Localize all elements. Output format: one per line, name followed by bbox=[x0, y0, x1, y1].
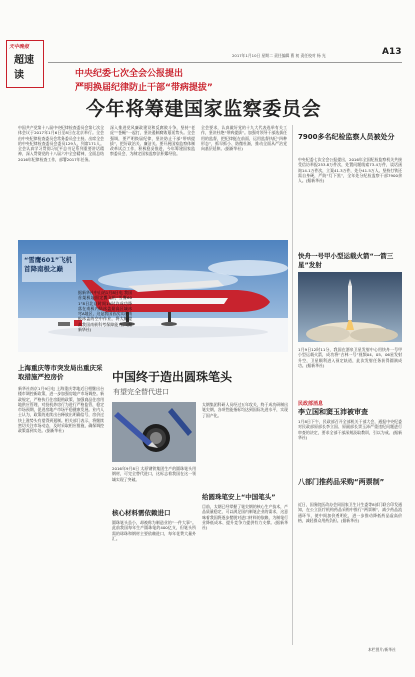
photo-body: 据新华社中山站1月8日电 我国首架极地固定翼飞机“雪鹰601”8日北京时间19时许成功降落在南极内陆冰盖最高区域冰穹A地区，这是我国首次实现南极冰盖的空中作业，将大幅提高我国南极科考保障能力。(据新华社) bbox=[78, 290, 132, 333]
pen-sub1: 核心材料需依赖进口 bbox=[112, 509, 171, 517]
lead-subtitle: 严明换届纪律防止干部“带病提拔” bbox=[75, 83, 213, 93]
story3-headline: 李立国和窦玉沛被审查 bbox=[298, 408, 368, 416]
story2-body: 1月9日12时11分，我国在酒泉卫星发射中心用快舟一号甲小型运载火箭，成功将“吉林一号”视频04、05、06星发射升空，卫星顺利进入预定轨道，此次发射任务获得圆满成功。(据新华社) bbox=[298, 347, 402, 368]
rocket-icon bbox=[348, 279, 352, 320]
masthead-logo bbox=[6, 40, 44, 88]
story1-headline: 7900多名纪检监察人员被处分 bbox=[298, 133, 395, 141]
photo-headline-box bbox=[22, 254, 76, 282]
lead-headline: 今年将筹建国家监察委员会 bbox=[86, 98, 322, 120]
page-code: A13 bbox=[382, 47, 402, 57]
lead-kicker: 中央纪委七次全会公报提出 bbox=[75, 69, 184, 79]
pen-photo bbox=[112, 402, 196, 462]
photo-headline: “雪鹰601”飞机首降南极之巅 bbox=[24, 256, 73, 273]
pen-subtitle: 有望完全替代进口 bbox=[113, 388, 169, 396]
pen-caption: 2016年9月8日 太原钢铁集团生产的圆珠笔头用钢材，可完全替代进口，这标志着我国在这一领域实现了突破。 bbox=[112, 466, 196, 482]
date-line: 2017年1月10日 星期二 责任编辑 曹 初 责任校对 杨 光 bbox=[232, 53, 326, 58]
paper-name: 天中晚报 bbox=[9, 44, 30, 50]
story3-tag: 民政部消息 bbox=[298, 401, 324, 407]
story4-body: 近日，国务院医改办会同国家卫生计生委等8部门联合印发通知，在公立医疗机构药品采购中推行“两票制”，减少药品流通环节，使中间加价透明化，进一步推动降低药品虚高价格，减轻群众用药负担。(据新华社) bbox=[298, 502, 402, 523]
story2-headline: 快舟一号甲小型运载火箭“一箭三星”发射 bbox=[298, 252, 394, 269]
pen-headline: 中国终于造出圆珠笔头 bbox=[112, 370, 233, 384]
photo-credit: 本栏图片/新华社 bbox=[368, 647, 396, 652]
section-label: 超速读 bbox=[14, 55, 34, 81]
story4-headline: 八部门推药品采购“两票制” bbox=[298, 478, 385, 486]
header-rule bbox=[48, 62, 402, 63]
lead-body-col2: 深入推进党风廉政建设和反腐败斗争，坚持“老虎”“苍蝇”一起打，坚决遏制腐败蔓延势头。全会强调，要严明换届纪律，坚决防止干部“带病提拔”，把好政治关、廉洁关。要开展国家监察体制改革试点工作，积极稳妥推进，今年筹建国家监察委员会，为制定国家监察法积累经验。 bbox=[110, 125, 195, 157]
lead-body-col3: 全会要求，认真做好党的十九大代表选举有关工作，坚决杜绝“带病提拔”。加强对领导干部选拔任用的监督，把纪律挺在前面，运用监督执纪“四种形态”，抓早抓小、防微杜渐，推动全面从严治党向基层延伸。(据新华社) bbox=[201, 125, 287, 152]
pen-sub2: 给圆珠笔安上“中国笔头” bbox=[202, 493, 276, 501]
pen-body1: 圆珠笔头虽小，却被称为制造业的“一件大事”。此前我国每年生产圆珠笔约400亿支，但笔头所需的球珠和钢材主要依赖进口，每年花费大量外汇。 bbox=[112, 520, 196, 541]
story1-body: 中央纪委七次全会公报提出，2016年全国纪检监察机关共接受信访举报253.8万件次，处置问题线索73.4万件，谈话函询14.1万件次，立案41.3万件，处分41.5万人。坚持打铁还需自身硬，严防“灯下黑”，全年处分纪检监察干部7900余人。(据新华社) bbox=[298, 157, 402, 184]
rocket-launch-photo bbox=[298, 272, 402, 342]
right-col-divider bbox=[292, 125, 293, 645]
lead-body-col1: 中国共产党第十八届中央纪律检查委员会第七次全体会议于2017年1月6日至8日在北京举行。全会由中央纪律检查委员会常务委员会主持。出席全会的中央纪律检查委员会委员129人，列席171人。全会认真学习贯彻习近平总书记系列重要讲话精神，深入贯彻党的十八届六中全会精神，全面总结2016年纪律检查工作，部署2017年任务。 bbox=[18, 125, 104, 162]
left-col-body: 新华社南京1月9日电 上海重庆等地近日相继出台楼市调控新政策，进一步加强房地产市场调控。新政规定，严格执行住房限购政策，加强商品住房用地供应管理，对投机炒房行为进行严格监管，稳定市场预期，促进房地产市场平稳健康发展。业内人士认为，政策的连续出台释放出明确信号，房价过快上涨势头有望得到遏制。相关部门表示，将继续密切关注市场动态，及时采取相应措施，确保调控政策落到实处。(据新华社) bbox=[18, 386, 104, 434]
story3-body: 1月8日下午，民政部召开全部机关干部大会，通报中央纪委对民政部原部长李立国、原副部长窦玉沛严重违纪问题进行审查的决定，要求全部干部深刻汲取教训，引以为戒。(据新华社) bbox=[298, 419, 402, 440]
pen-col2-top: 太钢集团科研人员经过五年攻关，终于成功研制出笔尖钢，各项性能指标均达到国际先进水平，实现了国产化。 bbox=[202, 402, 288, 418]
pen-body2: 目前，太钢已经掌握了笔尖钢的核心生产技术，产品质量稳定，可以满足国内制笔企业的需求，这意味着我国将逐步摆脱对进口材料的依赖，为制笔行业降低成本、提升竞争力提供有力支撑。(据新华社) bbox=[202, 504, 288, 531]
left-col-headline: 上海重庆等市突发局出重庆采取措施严控房价 bbox=[18, 364, 103, 381]
